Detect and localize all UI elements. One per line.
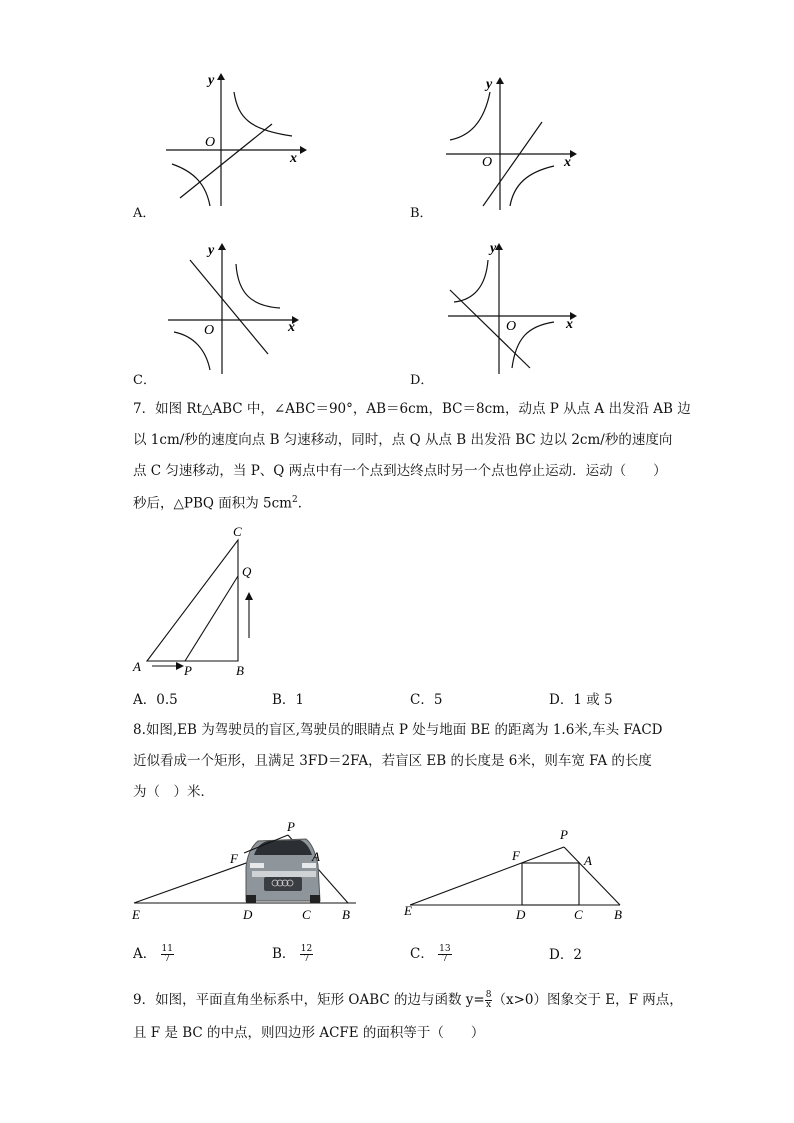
axis-x-label: x	[566, 317, 573, 332]
q9-text-line2: 且 F 是 BC 的中点，则四边形 ACFE 的面积等于（ ）	[133, 1025, 485, 1041]
origin-label: O	[204, 323, 215, 338]
axis-y-label: y	[490, 241, 497, 256]
point-e-label: E	[132, 907, 140, 922]
fraction	[300, 945, 313, 964]
q8-text-line3: 为（ ）米．	[133, 784, 214, 800]
graph-a	[160, 70, 310, 210]
q7-text-line3: 点 C 匀速移动，当 P、Q 两点中有一个点到达终点时另一个点也停止运动．运动（ ）	[133, 463, 667, 479]
q8-geometry-figure	[400, 825, 640, 925]
q7-line4-sup: 2	[292, 495, 298, 505]
point-e-label: E	[404, 903, 412, 918]
point-c-label: C	[574, 907, 583, 922]
point-f-label: F	[512, 848, 520, 863]
option-c-label: C．	[133, 373, 156, 388]
q9-line1-post: （x>0）图象交于 E，F 两点，	[492, 992, 683, 1008]
axis-x-label: x	[288, 320, 295, 335]
point-a-label: A	[584, 853, 592, 868]
numerator: 8	[485, 990, 492, 1000]
axis-y-label: y	[208, 243, 215, 258]
point-b-label: B	[342, 907, 350, 922]
q7-option-b: B．1	[272, 692, 305, 708]
graph-b	[440, 74, 590, 214]
origin-label: O	[482, 155, 493, 170]
point-d-label: D	[516, 907, 526, 922]
point-b-label: B	[236, 663, 244, 678]
q7-line4-post: ．	[297, 495, 312, 512]
point-p-label: P	[184, 663, 192, 678]
denominator: 7	[303, 954, 310, 964]
denominator: 7	[164, 954, 171, 964]
denominator: 7	[442, 954, 448, 964]
q8-text-line2: 近似看成一个矩形，且满足 3FD＝2FA，若盲区 EB 的长度是 6米，则车宽 FA 的长度	[133, 753, 652, 769]
axis-y-label: y	[486, 77, 493, 92]
origin-label: O	[506, 319, 517, 334]
q7-text-line1: 7．如图 Rt△ABC 中，∠ABC＝90°，AB＝6cm，BC＝8cm，动点 P 从点 A 出发沿 AB 边	[133, 401, 691, 417]
q7-text-line2: 以 1cm/秒的速度向点 B 匀速移动，同时，点 Q 从点 B 出发沿 BC 边以 2cm/秒的速度向	[133, 432, 673, 448]
point-a-label: A	[312, 849, 320, 864]
point-b-label: B	[614, 907, 622, 922]
q7-figure	[128, 522, 268, 682]
numerator: 13	[439, 944, 451, 954]
point-q-label: Q	[242, 564, 252, 579]
axis-x-label: x	[564, 155, 571, 170]
q7-option-d: D．1 或 5	[549, 692, 613, 708]
point-p-label: P	[560, 827, 568, 842]
numerator: 12	[300, 944, 313, 954]
car-image	[246, 839, 320, 903]
point-c-label: C	[233, 524, 242, 539]
q7-line4-pre: 秒后，△PBQ 面积为 5cm	[133, 495, 292, 512]
denominator: x	[486, 1000, 492, 1010]
fraction	[161, 945, 174, 964]
q7-option-a: A．0.5	[133, 692, 178, 708]
axis-y-label: y	[208, 73, 215, 88]
origin-label: O	[205, 135, 216, 150]
q8-option-c	[410, 945, 452, 964]
graph-c	[160, 238, 310, 378]
option-label: C．	[410, 946, 434, 962]
q8-text-line1: 8.如图,EB 为驾驶员的盲区,驾驶员的眼睛点 P 处与地面 BE 的距离为 1.6米,车头 FACD	[133, 722, 663, 738]
q9-text-line1	[133, 991, 683, 1010]
option-label: B．	[272, 946, 296, 962]
q9-line1-pre: 9．如图，平面直角坐标系中，矩形 OABC 的边与函数 y=	[133, 992, 485, 1008]
q7-option-c: C．5	[410, 692, 443, 708]
q8-option-d: D．2	[549, 947, 582, 963]
option-a-label: A．	[133, 206, 156, 221]
point-c-label: C	[302, 907, 311, 922]
q8-option-b	[272, 945, 313, 964]
fraction	[438, 945, 451, 964]
point-a-label: A	[133, 659, 141, 674]
q8-car-figure	[128, 815, 368, 925]
option-b-label: B．	[410, 206, 433, 221]
axis-x-label: x	[290, 151, 297, 166]
numerator: 11	[161, 944, 173, 954]
option-label: A．	[133, 946, 157, 962]
point-d-label: D	[243, 907, 253, 922]
option-d-label: D．	[410, 373, 434, 388]
graph-d	[440, 238, 590, 378]
q7-text-line4	[133, 496, 311, 511]
point-p-label: P	[287, 819, 295, 834]
point-f-label: F	[230, 851, 238, 866]
q8-option-a	[133, 945, 174, 964]
